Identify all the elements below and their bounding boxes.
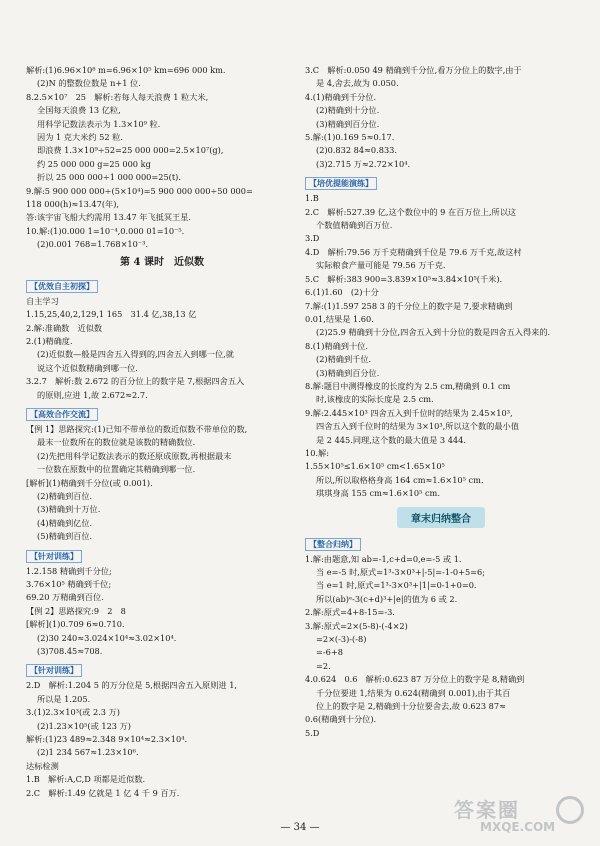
left-mid4-block [26,605,298,659]
right-bottom-block [305,553,577,741]
answer-line: 当 e=-5 时,原式=1³-3×0³+|-5|=-1-0+5=6; [316,567,485,577]
answer-line: 2.C 解析:527.39 亿,这个数位中的 9 在百万位上,所以这 [305,206,517,217]
answer-line: 2.解:原式=4+8-15=-3. [305,607,395,618]
answer-line: 达标检测 [26,760,59,771]
answer-line: 2.解:准确数 近似数 [26,322,103,333]
watermark-ring-icon [556,796,584,824]
answer-line: (2)0.001 768=1.768×10⁻³. [37,239,149,250]
answer-line: 解析:(1)23 489≈2.348 9×10⁴≈2.3×10⁴. [26,734,188,745]
answer-line: 全国每天浪费 13 亿粒, [37,105,121,116]
watermark-logo [450,794,590,838]
answer-line: 当 e=1 时,原式=1³-3×0³+|1|=0-1+0=0. [316,580,477,591]
right-column [305,64,577,740]
left-top-block [26,64,298,252]
answer-line: 是 2 445.同理,这个数的最大值是 3 444. [316,434,466,445]
answer-line: [解析](1)精确到千分位(或 0.001). [26,477,153,488]
answer-line: 位上的数字是 2,精确到十分位要舍去,故 0.623 87≈ [316,701,506,712]
answer-line: 琪琪身高 155 cm≈1.6×10⁵ cm. [316,488,440,499]
answer-line: 0.6(精确到十分位). [305,714,377,725]
answer-line: 3.76×10⁵ 精确到千位; [26,579,112,589]
section-heading-practice: 【针对训练】 [26,550,82,563]
watermark-url: MXQE.COM [480,820,556,834]
answer-line: 0.01,结果是 1.60. [305,313,374,324]
answer-line: 2.C 解析:1.49 亿就是 1 亿 4 千 9 百万. [26,787,180,798]
answer-line: 四舍五入到千位时的结果为 3×10³,所以这个数的最小值 [316,421,519,432]
answer-line: (2)1 234 567≈1.23×10⁶. [37,747,139,758]
answer-line: 3.(1)2.3×10³(或 2.3 万) [26,707,120,718]
answer-line: 69.20 万精确到百位. [26,592,104,603]
answer-line: 8.2.5×10⁷ 25 解析:若每人每天浪费 1 粒大米, [26,91,209,102]
answer-line: 4.D 解析:79.56 万千克精确到千位是 79.6 万千克,故这村 [305,246,522,257]
answer-line: 3.解:原式=2×(5-8)-(-4×2) [305,620,408,631]
answer-line: 折以 25 000 000÷1 000 000=25(t). [37,172,181,183]
answer-line: 【例 1】思路探究:(1)已知不带单位的数近似数不带单位的数, [26,423,248,434]
answer-line: 118 000(h)≈13.47(年), [26,199,119,210]
answer-line: 7.解:(1)1.597 258 3 的千分位上的数字是 7,要求精确到 [305,300,513,311]
answer-line: 1.55×10⁵≤1.6×10⁵ cm<1.65×10⁵ [305,461,445,472]
answer-line: 最末一位数所在的数位就是该数的精确数位. [37,437,196,448]
answer-line: (3)精确到十万位. [37,504,101,515]
answer-line: 的原则,应进 1,故 2.672≈2.7. [37,389,148,400]
answer-line: 即浪费 1.3×10⁹÷52=25 000 000=2.5×10⁷(g), [37,145,224,156]
section-heading-practice-2: 【针对训练】 [26,664,82,677]
answer-line: 9.解:5 900 000 000÷(5×10⁴)=5 900 000 000÷50 000= [26,185,253,196]
lesson-title: 第 4 课时 近似数 [120,256,204,268]
answer-line: 是 4,舍去,故为 0.050. [316,78,399,89]
answer-line: [解析](1)0.709 6≈0.710. [26,619,125,630]
answer-line: 答:该宇宙飞船大约需用 13.47 年飞抵冥王星. [26,212,192,223]
left-mid3-block [26,565,298,605]
left-mid2-block [26,423,298,544]
answer-line: =2. [316,660,331,671]
answer-line: 千分位要进 1,结果为 0.624(精确到 0.001),由于其百 [316,687,511,698]
answer-line: 1.2.158 精确到千分位; [26,565,112,576]
answer-line: 4.(1)精确到千分位. [305,91,377,102]
right-top-block [305,64,577,171]
answer-line: 1.15,25,40,2,129,1 165 31.4 亿,38,13 亿 [26,309,197,320]
answer-line: (3)精确到百分位. [316,118,380,129]
answer-line: (5)精确到百位. [37,531,93,542]
answer-line: (2)精确到千位. [316,354,372,365]
watermark-text: 答案圈 [454,798,520,822]
answer-line: 因为 1 克大米约 52 粒. [37,132,123,143]
answer-line: 5.解:(1)0.169 5≈0.17. [305,132,395,143]
answer-line: (2)精确到十分位. [316,105,380,116]
answer-line: 用科学记数法表示为 1.3×10⁹ 粒. [37,118,161,129]
answer-line: 所以是 1.205. [37,693,91,704]
answer-line: 5.C 解析:383 900=3.839×10⁵≈3.84×10⁵(千米). [305,273,503,284]
answer-line: 说这个近似数精确到哪一位. [37,362,138,373]
page-number: — 34 — [280,822,320,833]
answer-line: (3)708.45≈708. [37,646,103,657]
answer-line: (2)N 的整数位数是 n+1 位. [37,78,141,89]
section-heading-summary: 【整合归纳】 [305,538,361,551]
answer-line: 10.解:(1)0.000 1=10⁻⁴,0.000 01=10⁻⁵. [26,225,185,236]
answer-line: 【例 2】思路探究:9 2 8 [26,605,126,616]
left-mid1-block [26,295,298,402]
answer-line: 4.0.624 0.6 解析:0.623 87 万分位上的数字是 8,精确到 [305,674,525,685]
section-heading-advanced: 【培优提能演练】 [305,177,377,190]
answer-line: 时,该橡皮的实际长度是 2.5 cm. [316,394,434,405]
answer-line: (2)25.9 精确到十分位,四舍五入到十分位的数是四舍五入得来的. [316,327,551,338]
answer-line: 2.(1)精确度. [26,335,73,346]
answer-line: 1.B [305,193,319,204]
answer-line: 实际粮食产量可能是 79.56 万千克. [316,260,446,271]
chapter-summary-title: 章末归纳整合 [397,507,485,528]
answer-line: 5.D [305,727,320,738]
answer-line: (3)2.715 万≈2.72×10⁴. [316,158,411,169]
section-heading-cooperation: 【高效合作交流】 [26,408,98,421]
answer-line: =2×(-3)-(-8) [316,634,367,645]
answer-line: (2)0.832 84≈0.833. [316,145,397,156]
left-column [26,64,298,800]
answer-line: (2)先把用科学记数法表示的数还原成原数,再根据最末 [37,450,232,461]
answer-line: 3.C 解析:0.050 49 精确到千分位,看万分位上的数字,由于 [305,65,522,75]
answer-line: 自主学习 [26,295,59,306]
answer-line: 所以(ab)ᵉ-3(c+d)³+|e|的值为 6 或 2. [316,593,458,604]
answer-line: 2.D 解析:1.204 5 的万分位是 5,根据四舍五入原则进 1, [26,680,238,691]
answer-line: (2)精确到百位. [37,490,93,501]
left-bottom-block [26,679,298,800]
answer-line: 所以,所以取格格身高 164 cm≈1.6×10⁵ cm. [316,474,484,485]
answer-line: 8.(1)精确到十位. [305,340,368,351]
right-mid1-block [305,192,577,500]
answer-line: 3.D [305,233,320,244]
section-heading-self-study: 【优效自主初探】 [26,280,98,293]
answer-line: (2)近似数—般是四舍五入得到的,四舍五入到哪一位,就 [37,349,234,360]
answer-line: 9.解:2.445×10³ 四舍五入到千位时的结果为 2.45×10³, [305,407,513,418]
answer-line: 一位数在原数中的位置确定其精确到哪一位. [37,464,196,475]
answer-line: (2)1.23×10⁵(或 123 万) [37,720,131,731]
answer-line: (3)精确到百分位. [316,367,380,378]
answer-line: 10.解: [305,447,329,458]
answer-line: 1.解:由题意,知 ab=-1,c+d=0,e=-5 或 1. [305,553,462,564]
answer-line: 1.B 解析:A,C,D 项都是近似数. [26,774,146,785]
answer-line: (2)30 240≈3.024×10⁴≈3.02×10⁴. [37,632,177,643]
answer-line: 3.2.7 解析:数 2.672 的百分位上的数字是 7,根据四舍五入 [26,376,245,387]
answer-line: (4)精确到亿位. [37,517,93,528]
answer-line: 个数值精确到百万位. [316,220,393,231]
answer-line: 6.(1)1.60 (2)十分 [305,287,379,298]
answer-line: 约 25 000 000 g=25 000 kg [37,158,151,169]
answer-line: 8.解:题目中测得橡皮的长度约为 2.5 cm,精确到 0.1 cm [305,380,511,391]
answer-line: 解析:(1)6.96×10⁸ m=6.96×10⁵ km=696 000 km. [26,65,226,75]
answer-line: =-6+8 [316,647,343,658]
